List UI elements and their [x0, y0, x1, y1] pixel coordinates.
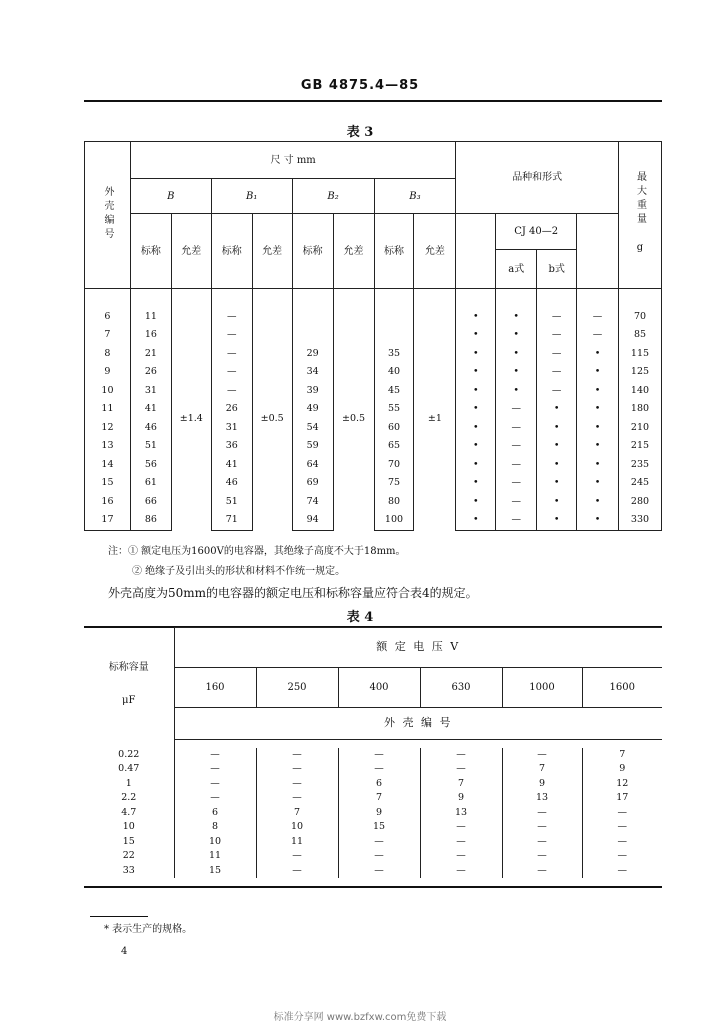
type-mark: — [577, 326, 619, 345]
ci-header: CJ 40—2 [496, 214, 577, 250]
type-mark: • [577, 456, 619, 475]
b-type-header: b式 [537, 250, 577, 289]
b2-nominal: 34 [292, 363, 333, 382]
a-type-mark: — [496, 493, 537, 512]
b3-nominal: 65 [374, 437, 414, 456]
outer-no-value: — [420, 748, 502, 763]
voltage-value: 250 [256, 668, 338, 708]
type-mark: — [577, 308, 619, 327]
outer-no-value: — [174, 748, 256, 763]
type-mark: • [456, 419, 496, 438]
sub-nominal: 标称 [130, 214, 171, 289]
b-nominal: 46 [130, 419, 171, 438]
sub-tol: 允差 [333, 214, 374, 289]
outer-no-value: — [582, 864, 662, 879]
max-weight: 245 [619, 474, 662, 493]
capacitance-value: 15 [84, 835, 174, 850]
b3-nominal: 75 [374, 474, 414, 493]
outer-no-value: 8 [174, 820, 256, 835]
b3-nominal [374, 326, 414, 345]
capacitance-value: 2.2 [84, 791, 174, 806]
voltage-header: 额 定 电 压 V [174, 628, 662, 668]
outer-no-value: 13 [502, 791, 582, 806]
outer-no-value: 7 [256, 806, 338, 821]
outer-no-value: — [582, 820, 662, 835]
b3-nominal: 55 [374, 400, 414, 419]
sub-nominal: 标称 [292, 214, 333, 289]
a-type-mark: • [496, 326, 537, 345]
a-type-mark: • [496, 382, 537, 401]
b-type-mark: — [537, 308, 577, 327]
footnote-rule [90, 916, 148, 917]
dim-b: B [130, 179, 211, 214]
b2-tolerance: ±0.5 [333, 308, 374, 531]
type-mark: • [456, 474, 496, 493]
b3-nominal: 35 [374, 345, 414, 364]
outer-no-value: — [174, 777, 256, 792]
outer-no-value: — [174, 762, 256, 777]
type-blank [456, 214, 496, 289]
sub-tol: 允差 [414, 214, 456, 289]
table4-row [84, 806, 662, 821]
outer-no-value: 11 [256, 835, 338, 850]
outer-no-value: 10 [174, 835, 256, 850]
table4-row [84, 820, 662, 835]
b-nominal: 41 [130, 400, 171, 419]
type-mark: • [456, 308, 496, 327]
outer-no-value: — [256, 864, 338, 879]
row-number: 12 [85, 419, 131, 438]
outer-no-value: — [502, 820, 582, 835]
b-type-mark: — [537, 326, 577, 345]
max-weight: 115 [619, 345, 662, 364]
b3-nominal: 40 [374, 363, 414, 382]
outer-no-value: — [502, 849, 582, 864]
max-weight: 140 [619, 382, 662, 401]
b1-nominal: 41 [211, 456, 252, 475]
table3-row [85, 308, 662, 327]
outer-no-value: — [338, 748, 420, 763]
table3-note-1: 注：① 额定电压为1600V的电容器，其绝缘子高度不大于18mm。 [108, 546, 406, 557]
outer-no-value: — [338, 835, 420, 850]
outer-no-value: — [420, 835, 502, 850]
table4-caption: 表 4 [346, 610, 374, 625]
b-nominal: 21 [130, 345, 171, 364]
b-type-mark: • [537, 437, 577, 456]
outer-no-value: — [582, 835, 662, 850]
type-mark: • [577, 493, 619, 512]
outer-no-value: 15 [338, 820, 420, 835]
type-mark: • [577, 363, 619, 382]
outer-no-value: 7 [420, 777, 502, 792]
type-mark: • [456, 456, 496, 475]
type-mark: • [456, 363, 496, 382]
voltage-value: 400 [338, 668, 420, 708]
b-tolerance: ±1.4 [171, 308, 211, 531]
dim-b3: B₃ [374, 179, 456, 214]
type-mark: • [577, 511, 619, 530]
outer-no-value: 6 [174, 806, 256, 821]
outer-no-value: — [502, 806, 582, 821]
b1-nominal: — [211, 382, 252, 401]
header-rule [84, 100, 662, 102]
outer-no-value: — [256, 791, 338, 806]
size-header: 尺 寸 mm [130, 142, 455, 179]
outer-no-value: 7 [582, 748, 662, 763]
outer-no-value: — [256, 849, 338, 864]
b1-nominal: — [211, 326, 252, 345]
b-nominal: 86 [130, 511, 171, 530]
max-weight: 235 [619, 456, 662, 475]
outer-no-value: 17 [582, 791, 662, 806]
standard-number: GB 4875.4—85 [300, 78, 420, 93]
row-number: 17 [85, 511, 131, 530]
a-type-mark: • [496, 363, 537, 382]
b1-nominal: — [211, 363, 252, 382]
b2-nominal [292, 326, 333, 345]
b2-nominal [292, 308, 333, 327]
b2-nominal: 39 [292, 382, 333, 401]
b3-nominal: 100 [374, 511, 414, 530]
b-type-mark: • [537, 419, 577, 438]
a-type-mark: • [496, 308, 537, 327]
capacitance-value: 22 [84, 849, 174, 864]
type-mark: • [456, 400, 496, 419]
row-number: 14 [85, 456, 131, 475]
max-weight: 70 [619, 308, 662, 327]
type-mark: • [577, 345, 619, 364]
outer-no-value: — [174, 791, 256, 806]
b3-nominal: 80 [374, 493, 414, 512]
type-mark: • [577, 437, 619, 456]
type-blank [577, 214, 619, 289]
max-weight: 180 [619, 400, 662, 419]
b-type-mark: — [537, 345, 577, 364]
type-mark: • [456, 382, 496, 401]
b-type-mark: • [537, 474, 577, 493]
page-number: 4 [121, 946, 128, 957]
b-nominal: 66 [130, 493, 171, 512]
table4-row [84, 791, 662, 806]
dim-b2: B₂ [292, 179, 374, 214]
b-nominal: 31 [130, 382, 171, 401]
table4-row [84, 864, 662, 879]
outer-no-value: 12 [582, 777, 662, 792]
max-weight: 210 [619, 419, 662, 438]
type-header: 品种和形式 [456, 142, 619, 214]
a-type-mark: — [496, 456, 537, 475]
outer-no-value: — [256, 777, 338, 792]
body-paragraph: 外壳高度为50mm的电容器的额定电压和标称容量应符合表4的规定。 [108, 586, 478, 600]
row-number: 13 [85, 437, 131, 456]
capacitance-value: 1 [84, 777, 174, 792]
outer-no-value: 15 [174, 864, 256, 879]
outer-no-header: 外壳编号 [85, 142, 131, 289]
b-type-mark: • [537, 400, 577, 419]
b3-nominal: 70 [374, 456, 414, 475]
outer-no-value: — [582, 849, 662, 864]
type-mark: • [577, 400, 619, 419]
max-weight: 330 [619, 511, 662, 530]
b3-nominal [374, 308, 414, 327]
outer-no-value: 7 [338, 791, 420, 806]
outer-no-value: — [338, 864, 420, 879]
b3-nominal: 60 [374, 419, 414, 438]
b2-nominal: 74 [292, 493, 333, 512]
type-mark: • [456, 493, 496, 512]
outer-no-value: — [502, 864, 582, 879]
b1-nominal: 31 [211, 419, 252, 438]
b3-nominal: 45 [374, 382, 414, 401]
table4-row [84, 835, 662, 850]
outer-no-value: 6 [338, 777, 420, 792]
table3-caption: 表 3 [346, 125, 374, 140]
type-mark: • [456, 345, 496, 364]
b2-nominal: 64 [292, 456, 333, 475]
b-type-mark: • [537, 511, 577, 530]
b1-nominal: 71 [211, 511, 252, 530]
max-weight: 85 [619, 326, 662, 345]
row-number: 16 [85, 493, 131, 512]
outer-no-value: — [256, 748, 338, 763]
sub-nominal: 标称 [374, 214, 414, 289]
b2-nominal: 49 [292, 400, 333, 419]
b1-nominal: 51 [211, 493, 252, 512]
outer-no-value: 9 [582, 762, 662, 777]
dim-b1: B₁ [211, 179, 292, 214]
b-nominal: 61 [130, 474, 171, 493]
a-type-mark: — [496, 474, 537, 493]
b-nominal: 11 [130, 308, 171, 327]
sub-tol: 允差 [252, 214, 292, 289]
table4-row [84, 849, 662, 864]
a-type-mark: — [496, 419, 537, 438]
voltage-value: 160 [174, 668, 256, 708]
sub-tol: 允差 [171, 214, 211, 289]
outer-no-value: — [502, 835, 582, 850]
row-number: 6 [85, 308, 131, 327]
outer-no-value: — [256, 762, 338, 777]
outer-no-value: — [582, 806, 662, 821]
row-number: 11 [85, 400, 131, 419]
capacitance-value: 0.47 [84, 762, 174, 777]
b-nominal: 56 [130, 456, 171, 475]
table4-row [84, 777, 662, 792]
outer-no-value: 9 [338, 806, 420, 821]
row-number: 9 [85, 363, 131, 382]
b-type-mark: • [537, 493, 577, 512]
table-4 [84, 627, 662, 878]
table4-row [84, 748, 662, 763]
type-mark: • [577, 474, 619, 493]
row-number: 10 [85, 382, 131, 401]
a-type-mark: • [496, 345, 537, 364]
max-weight: 215 [619, 437, 662, 456]
b1-nominal: 46 [211, 474, 252, 493]
capacitance-value: 33 [84, 864, 174, 879]
b3-tolerance: ±1 [414, 308, 456, 531]
outer-no-value: — [420, 864, 502, 879]
sub-nominal: 标称 [211, 214, 252, 289]
outer-no-value: — [420, 762, 502, 777]
row-number: 7 [85, 326, 131, 345]
a-type-mark: — [496, 400, 537, 419]
outer-no-value: 9 [420, 791, 502, 806]
type-mark: • [577, 419, 619, 438]
b-nominal: 16 [130, 326, 171, 345]
table-3 [84, 141, 662, 531]
outer-no-value: 10 [256, 820, 338, 835]
b-nominal: 26 [130, 363, 171, 382]
b2-nominal: 94 [292, 511, 333, 530]
outer-no-value: 13 [420, 806, 502, 821]
type-mark: • [456, 326, 496, 345]
table3-note-2: ② 绝缘子及引出头的形状和材料不作统一规定。 [132, 566, 346, 577]
outer-no-header: 外 壳 编 号 [174, 708, 662, 740]
max-weight: 280 [619, 493, 662, 512]
watermark: 标准分享网 www.bzfxw.com免费下载 [273, 1012, 447, 1023]
cap-header: 标称容量 μF [84, 628, 174, 740]
b-type-mark: — [537, 363, 577, 382]
b2-nominal: 54 [292, 419, 333, 438]
b1-tolerance: ±0.5 [252, 308, 292, 531]
b2-nominal: 59 [292, 437, 333, 456]
outer-no-value: — [420, 849, 502, 864]
row-number: 15 [85, 474, 131, 493]
b1-nominal: — [211, 345, 252, 364]
outer-no-value: — [338, 762, 420, 777]
type-mark: • [456, 511, 496, 530]
capacitance-value: 10 [84, 820, 174, 835]
type-mark: • [577, 382, 619, 401]
table4-bottom-rule [84, 886, 662, 888]
b-type-mark: • [537, 456, 577, 475]
outer-no-value: 11 [174, 849, 256, 864]
b-nominal: 51 [130, 437, 171, 456]
b2-nominal: 29 [292, 345, 333, 364]
type-mark: • [456, 437, 496, 456]
b2-nominal: 69 [292, 474, 333, 493]
weight-header: 最大重量 g [619, 142, 662, 289]
b-type-mark: — [537, 382, 577, 401]
capacitance-value: 4.7 [84, 806, 174, 821]
outer-no-value: — [502, 748, 582, 763]
b1-nominal: — [211, 308, 252, 327]
a-type-header: a式 [496, 250, 537, 289]
outer-no-value: 7 [502, 762, 582, 777]
max-weight: 125 [619, 363, 662, 382]
a-type-mark: — [496, 511, 537, 530]
capacitance-value: 0.22 [84, 748, 174, 763]
voltage-value: 630 [420, 668, 502, 708]
a-type-mark: — [496, 437, 537, 456]
b1-nominal: 26 [211, 400, 252, 419]
table4-row [84, 762, 662, 777]
outer-no-value: — [338, 849, 420, 864]
b1-nominal: 36 [211, 437, 252, 456]
outer-no-value: 9 [502, 777, 582, 792]
footnote: * 表示生产的规格。 [104, 924, 193, 935]
voltage-value: 1000 [502, 668, 582, 708]
row-number: 8 [85, 345, 131, 364]
voltage-value: 1600 [582, 668, 662, 708]
outer-no-value: — [420, 820, 502, 835]
